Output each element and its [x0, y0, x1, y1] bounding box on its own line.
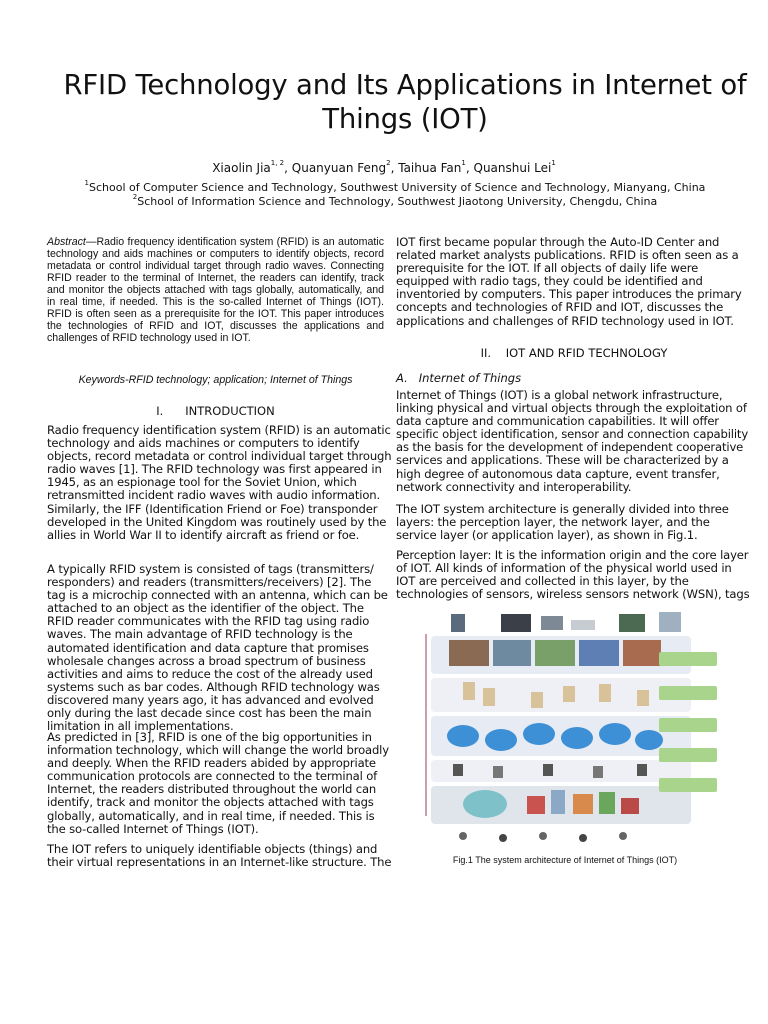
abstract-text: —Radio frequency identification system (RFID) is an automatic technology and aids machines or computers to identify objects, record metadata or control individual target through radio waves. Connecting RFID reader to the terminal of Internet, the readers can identify, track and monitor the objects attached with tags globally, automatically, and in real time, if needed. This is the so-called Internet of Things (IOT). RFID is often seen as a prerequisite for the IOT. This paper introduces the technologies of RFID and IOT, discusses the applications and challenges of RFID technology used in IOT. [47, 236, 384, 344]
device-3-icon [539, 832, 547, 840]
paragraph-intro-1: Radio frequency identification system (RFID) is an automatic technology and aids machines or computers to identify objects, record metadata or control individual target through radio waves [1]. The RFID technology was first appeared in 1945, as an espionage tool for the Soviet Union, which retransmitted incident radio waves with audio information. Similarly, the IFF (Identification Friend or Foe) transponder developed in the United Kingdom was routinely used by the allies in World War II to identify aircraft as friend or foe. [47, 423, 392, 542]
layer-label-4-box [659, 748, 717, 762]
paragraph-right-1: IOT first became popular through the Auto-ID Center and related market analysts publications. RFID is often seen as a prerequisite for the IOT. If all objects of daily life were equipped with radio tags, they could be identified and inventoried by computers. This paper introduces the primary concepts and technologies of RFID and IOT, discusses the applications and challenges of RFID technology used in IOT. [396, 235, 742, 328]
author-1-affil: 1, 2 [270, 159, 285, 167]
abstract-label: Abstract [47, 236, 86, 248]
access-device-2-icon [493, 766, 503, 778]
network-cloud-6-icon [635, 730, 663, 750]
photo-car-icon [571, 620, 595, 630]
tower-icon [551, 790, 565, 814]
factory-icon [527, 796, 545, 814]
keywords: Keywords-RFID technology; application; Internet of Things [78, 374, 353, 386]
photo-person-icon [659, 612, 681, 632]
figure-caption: Fig.1 The system architecture of Internet of Things (IOT) [452, 855, 678, 865]
network-cloud-5-icon [599, 723, 631, 745]
photo-application-2-icon [493, 640, 531, 666]
affiliation-1: $^1$School of Computer Science and Technology, Southwest University of Science and Technology, Mianyang, China [84, 179, 706, 194]
layer-label-5-box [659, 778, 717, 792]
photo-application-1-icon [449, 640, 489, 666]
photo-handheld-icon [451, 614, 465, 632]
layer-label-3-box [659, 718, 717, 732]
author-1: Xiaolin Jia [212, 161, 271, 175]
paper-title: RFID Technology and Its Applications in Internet of Things (IOT) [63, 69, 747, 135]
authors-line [0, 161, 768, 175]
vehicle-icon [621, 798, 639, 814]
network-cloud-1-icon [447, 725, 479, 747]
photo-device-icon [541, 616, 563, 630]
paragraph-right-3: The IOT system architecture is generally divided into three layers: the perception layer, the network layer, and the service layer (or application layer), as shown in Fig.1. [396, 502, 729, 543]
author-2: , Quanyuan Feng [284, 161, 387, 175]
layer-label-2-box [659, 686, 717, 700]
device-2-icon [499, 834, 507, 842]
access-device-3-icon [543, 764, 553, 776]
network-cloud-4-icon [561, 727, 593, 749]
server-3-icon [531, 692, 543, 708]
paragraph-right-2: Internet of Things (IOT) is a global network infrastructure, linking physical and virtual objects through the exploitation of data capture and communication capabilities. It will offer specific object identification, sensor and connection capability as the basis for the development of independent cooperative services and applications. These will be characterized by a high degree of autonomous data capture, event transfer, network connectivity and interoperability. [396, 388, 749, 494]
access-device-4-icon [593, 766, 603, 778]
paragraph-right-4: Perception layer: It is the information origin and the core layer of IOT. All kinds of information of the physical world used in IOT are perceived and collected in this layer, by the technologies of sensors, wireless sensors network (WSN), tags [396, 548, 750, 602]
sensor-field-icon [463, 790, 507, 818]
section-heading-introduction: I. INTRODUCTION [156, 404, 275, 418]
photo-bus-icon [619, 614, 645, 632]
access-device-5-icon [637, 764, 647, 776]
iot-architecture-diagram [423, 610, 719, 850]
figure-iot-architecture [423, 610, 719, 850]
affiliation-2: $^2$School of Information Science and Technology, Southwest Jiaotong University, Chengdu, China [132, 193, 658, 208]
server-1-icon [463, 682, 475, 700]
paragraph-intro-2: A typically RFID system is consisted of tags (transmitters/ responders) and readers (transmitters/receivers) [2]. The tag is a microchip connected with an antenna, which can be attached to an object as the identifier of the object. The RFID reader communicates with the RFID tag using radio waves. The main advantage of RFID technology is the automated identification and data capture that promises wholesale changes across a broad spectrum of business activities and aims to reduce the cost of the already used systems such as bar codes. Although RFID technology was discovered many years ago, it has advanced and evolved only during the last decade since cost has been the main limitation in all implementations. [47, 562, 388, 734]
section-heading-iot-rfid: II. IOT AND RFID TECHNOLOGY [480, 346, 668, 360]
server-6-icon [637, 690, 649, 706]
photo-application-5-icon [623, 640, 661, 666]
photo-application-3-icon [535, 640, 575, 666]
photo-application-4-icon [579, 640, 619, 666]
server-4-icon [563, 686, 575, 702]
author-3: , Taihua Fan [390, 161, 462, 175]
network-cloud-3-icon [523, 723, 555, 745]
network-cloud-2-icon [485, 729, 517, 751]
layer-label-1-box [659, 652, 717, 666]
abstract [47, 236, 384, 344]
subsection-heading-iot: A. Internet of Things [396, 371, 522, 385]
photo-building-icon [501, 614, 531, 632]
server-2-icon [483, 688, 495, 706]
access-device-1-icon [453, 764, 463, 776]
device-1-icon [459, 832, 467, 840]
author-2-affil: 2 [386, 159, 391, 167]
author-3-affil: 1 [461, 159, 466, 167]
device-5-icon [619, 832, 627, 840]
house-icon [573, 794, 593, 814]
device-4-icon [579, 834, 587, 842]
tree-icon [599, 792, 615, 814]
paragraph-intro-4: The IOT refers to uniquely identifiable objects (things) and their virtual representations in an Internet-like structure. The [47, 842, 392, 870]
author-4-affil: 1 [551, 159, 556, 167]
server-5-icon [599, 684, 611, 702]
paragraph-intro-3: As predicted in [3], RFID is one of the big opportunities in information technology, which will change the world broadly and deeply. When the RFID readers abided by appropriate communication protocols are connected to the terminal of Internet, the readers distributed throughout the world can identify, track and monitor the objects attached with tags globally, automatically, and in real time, if needed. This is the so-called Internet of Things (IOT). [47, 730, 389, 836]
author-4: , Quanshui Lei [465, 161, 552, 175]
access-layer-band [431, 760, 691, 782]
